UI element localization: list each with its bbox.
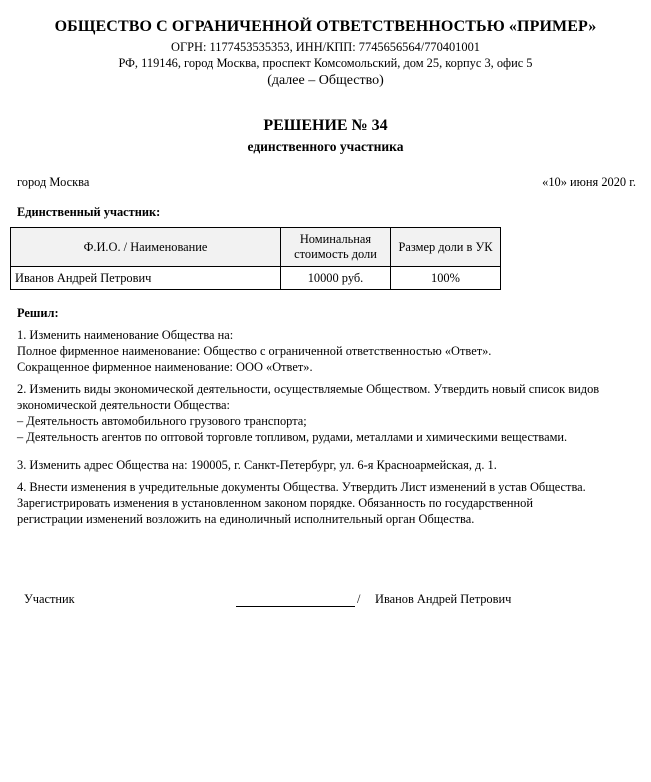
signature-role: Участник [24, 592, 75, 606]
item-text: 4. Внести изменения в учредительные документы Общества. Утвердить Лист изменений в устав Общества. [17, 480, 586, 494]
resolution-label: Решил: [17, 306, 59, 320]
item-text: 3. Изменить адрес Общества на: 190005, г. Санкт-Петербург, ул. 6-я Красноармейская, д. 1. [17, 458, 497, 472]
decision-title: РЕШЕНИЕ № 34 [263, 117, 388, 134]
column-header-share-size: Размер доли в УК [391, 228, 501, 267]
decision-date: «10» июня 2020 г. [542, 175, 636, 189]
org-name: ОБЩЕСТВО С ОГРАНИЧЕННОЙ ОТВЕТСТВЕННОСТЬЮ «ПРИМЕР» [54, 18, 597, 35]
cell-participant-name: Иванов Андрей Петрович [11, 267, 281, 290]
decision-subtitle: единственного участника [247, 139, 404, 154]
participant-table [10, 227, 501, 290]
resolution-item-2 [17, 381, 647, 445]
org-alias: (далее – Общество) [267, 73, 384, 88]
signature-name: Иванов Андрей Петрович [375, 592, 512, 606]
decision-city: город Москва [17, 175, 90, 189]
signature-line [236, 592, 355, 607]
item-text: 1. Изменить наименование Общества на: [17, 328, 234, 342]
org-registration-numbers: ОГРН: 1177453535353, ИНН/КПП: 7745656564/770401001 [171, 40, 480, 54]
cell-share-size: 100% [391, 267, 501, 290]
list-item: – Деятельность агентов по оптовой торговле топливом, рудами, металлами и химическими веществами. [17, 430, 568, 444]
resolution-item-3 [17, 457, 647, 473]
list-item: – Деятельность автомобильного грузового транспорта; [17, 414, 307, 428]
resolution-item-1 [17, 327, 647, 375]
column-header-name: Ф.И.О. / Наименование [11, 228, 281, 267]
item-text: Зарегистрировать изменения в установленном законом порядке. Обязанность по государственной [17, 496, 534, 510]
cell-nominal-value: 10000 руб. [281, 267, 391, 290]
table-row [11, 267, 501, 290]
org-address: РФ, 119146, город Москва, проспект Комсомольский, дом 25, корпус 3, офис 5 [118, 56, 533, 70]
signature-slash: / [357, 592, 361, 606]
item-text: Полное фирменное наименование: Общество с ограниченной ответственностью «Ответ». [17, 344, 492, 358]
item-text: экономической деятельности Общества: [17, 398, 230, 412]
table-header-row [11, 228, 501, 267]
item-text: регистрации изменений возложить на единоличный исполнительный орган Общества. [17, 512, 475, 526]
column-header-nominal-value: Номинальная стоимость доли [281, 228, 391, 267]
item-text: Сокращенное фирменное наименование: ООО «Ответ». [17, 360, 313, 374]
item-text: 2. Изменить виды экономической деятельности, осуществляемые Обществом. Утвердить новый список видов [17, 382, 600, 396]
participant-label: Единственный участник: [17, 205, 161, 219]
resolution-item-4 [17, 479, 647, 527]
